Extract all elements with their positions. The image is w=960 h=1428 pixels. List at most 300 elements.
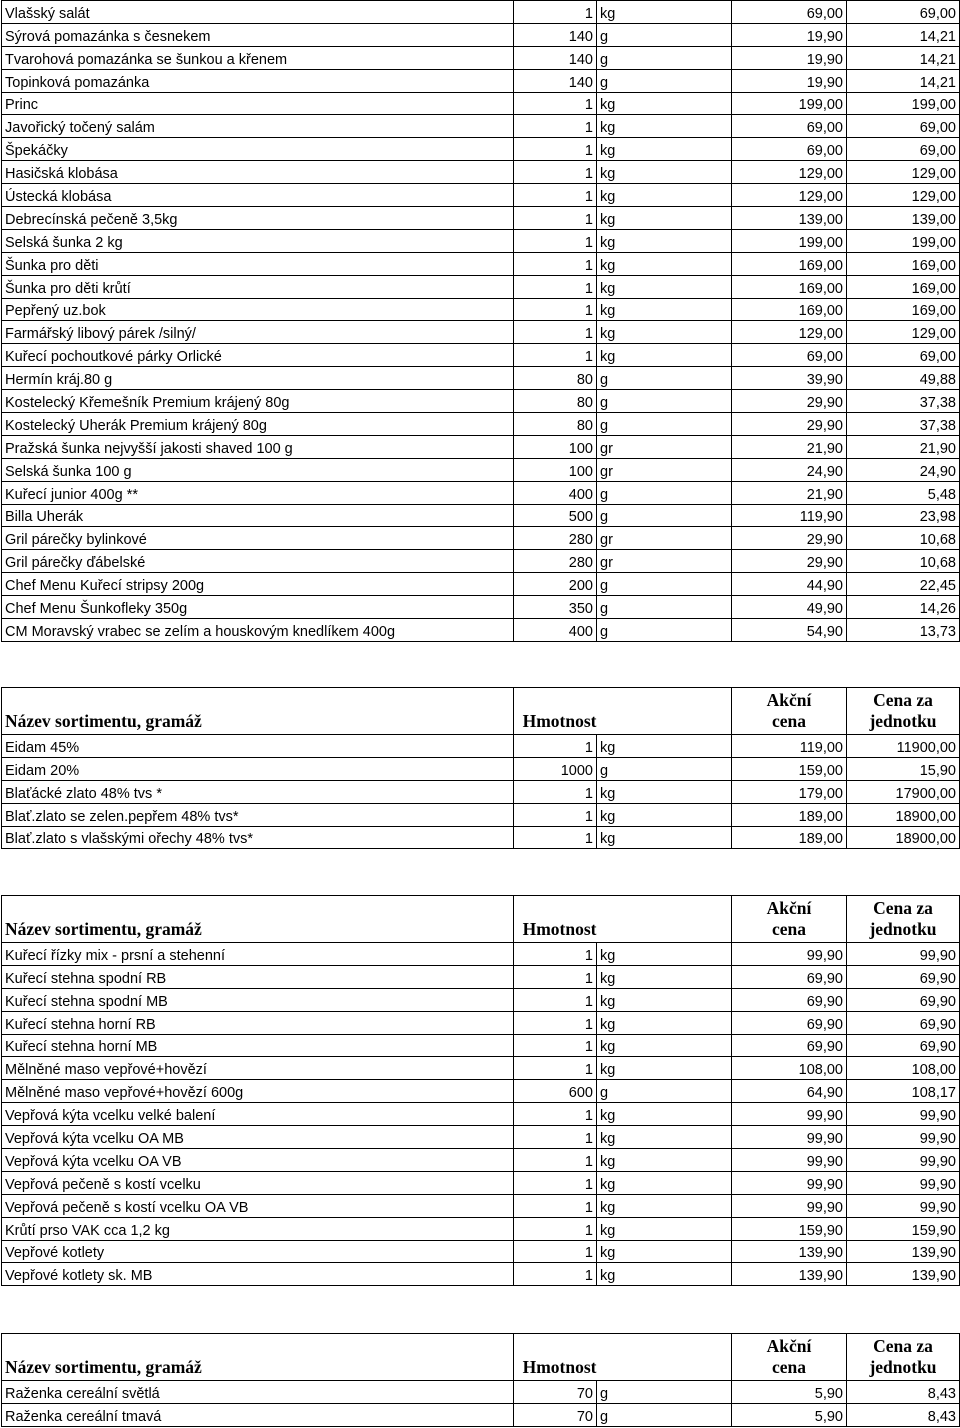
unit-price-cell: 13,73 (847, 619, 960, 642)
unit-price-cell: 14,26 (847, 596, 960, 619)
sale-price-cell: 99,90 (732, 1194, 847, 1217)
quantity-cell: 1 (514, 1057, 597, 1080)
quantity-cell: 80 (514, 367, 597, 390)
table-row (2, 69, 960, 92)
unit-cell: kg (597, 1240, 732, 1263)
product-name-cell: CM Moravský vrabec se zelím a houskovým knedlíkem 400g (2, 619, 514, 642)
unit-price-cell: 49,88 (847, 367, 960, 390)
unit-price-cell: 199,00 (847, 229, 960, 252)
product-name-cell: Vepřová pečeně s kostí vcelku (2, 1171, 514, 1194)
sale-price-cell: 179,00 (732, 780, 847, 803)
sale-price-cell: 108,00 (732, 1057, 847, 1080)
quantity-cell: 80 (514, 390, 597, 413)
unit-cell: kg (597, 1011, 732, 1034)
table-row (2, 619, 960, 642)
unit-price-cell: 199,00 (847, 92, 960, 115)
unit-cell: kg (597, 115, 732, 138)
unit-cell: kg (597, 321, 732, 344)
header-unit-price-line1: Cena za (873, 690, 933, 710)
unit-price-cell: 5,48 (847, 481, 960, 504)
table-row (2, 1381, 960, 1404)
unit-price-cell: 21,90 (847, 435, 960, 458)
sale-price-cell: 5,90 (732, 1381, 847, 1404)
product-name-cell: Vepřové kotlety (2, 1240, 514, 1263)
product-name-cell: Vepřová kýta vcelku velké balení (2, 1103, 514, 1126)
header-unit-price-line2: jednotku (869, 1357, 937, 1377)
header-weight: Hmotnost (514, 1334, 597, 1381)
unit-cell: kg (597, 92, 732, 115)
unit-cell: kg (597, 184, 732, 207)
product-name-cell: Kuřecí junior 400g ** (2, 481, 514, 504)
unit-cell: kg (597, 275, 732, 298)
sale-price-cell: 69,90 (732, 1034, 847, 1057)
header-weight-unit (597, 688, 732, 735)
unit-cell: kg (597, 826, 732, 849)
sale-price-cell: 159,00 (732, 757, 847, 780)
table-row (2, 458, 960, 481)
unit-cell: gr (597, 527, 732, 550)
unit-cell: g (597, 69, 732, 92)
quantity-cell: 1 (514, 1263, 597, 1286)
unit-cell: gr (597, 550, 732, 573)
sale-price-cell: 44,90 (732, 573, 847, 596)
unit-cell: gr (597, 458, 732, 481)
product-name-cell: Ústecká klobása (2, 184, 514, 207)
sale-price-cell: 21,90 (732, 481, 847, 504)
product-name-cell: Šunka pro děti krůtí (2, 275, 514, 298)
product-name-cell: Kuřecí stehna horní MB (2, 1034, 514, 1057)
unit-cell: g (597, 413, 732, 436)
table-body (2, 1381, 960, 1427)
unit-cell: kg (597, 1149, 732, 1172)
unit-cell: g (597, 23, 732, 46)
sale-price-cell: 169,00 (732, 275, 847, 298)
sale-price-cell: 49,90 (732, 596, 847, 619)
product-name-cell: Mělněné maso vepřové+hovězí 600g (2, 1080, 514, 1103)
quantity-cell: 350 (514, 596, 597, 619)
quantity-cell: 1 (514, 1034, 597, 1057)
sale-price-cell: 119,90 (732, 504, 847, 527)
unit-price-cell: 99,90 (847, 1126, 960, 1149)
sale-price-cell: 119,00 (732, 735, 847, 758)
unit-cell: g (597, 367, 732, 390)
product-name-cell: Kuřecí řízky mix - prsní a stehenní (2, 943, 514, 966)
unit-price-cell: 69,90 (847, 965, 960, 988)
sale-price-cell: 69,90 (732, 1011, 847, 1034)
price-table-4 (1, 1333, 960, 1427)
table-row (2, 390, 960, 413)
sale-price-cell: 21,90 (732, 435, 847, 458)
header-price-line1: Akční (766, 898, 812, 918)
unit-cell: g (597, 757, 732, 780)
product-name-cell: Hermín kráj.80 g (2, 367, 514, 390)
table-body (2, 943, 960, 1286)
table-row (2, 413, 960, 436)
table-row (2, 1103, 960, 1126)
header-price (732, 896, 847, 943)
table-row (2, 252, 960, 275)
unit-cell: g (597, 1403, 732, 1426)
product-name-cell: Pražská šunka nejvyšší jakosti shaved 100 g (2, 435, 514, 458)
header-weight: Hmotnost (514, 896, 597, 943)
header-price (732, 1334, 847, 1381)
table-row (2, 596, 960, 619)
quantity-cell: 1 (514, 1194, 597, 1217)
table-body (2, 735, 960, 849)
product-name-cell: Vepřová kýta vcelku OA VB (2, 1149, 514, 1172)
header-weight-unit (597, 1334, 732, 1381)
product-name-cell: Blaťácké zlato 48% tvs * (2, 780, 514, 803)
unit-cell: kg (597, 207, 732, 230)
unit-cell: g (597, 619, 732, 642)
unit-cell: kg (597, 1171, 732, 1194)
table-row (2, 115, 960, 138)
table-row (2, 184, 960, 207)
unit-price-cell: 69,00 (847, 115, 960, 138)
product-name-cell: Kuřecí stehna spodní RB (2, 965, 514, 988)
unit-price-cell: 18900,00 (847, 826, 960, 849)
table-row (2, 965, 960, 988)
sale-price-cell: 29,90 (732, 413, 847, 436)
unit-price-cell: 69,90 (847, 1011, 960, 1034)
product-name-cell: Pepřený uz.bok (2, 298, 514, 321)
product-name-cell: Billa Uherák (2, 504, 514, 527)
unit-price-cell: 139,90 (847, 1240, 960, 1263)
header-price-line1: Akční (766, 690, 812, 710)
product-name-cell: Javořický točený salám (2, 115, 514, 138)
header-name: Název sortimentu, gramáž (2, 688, 514, 735)
product-name-cell: Tvarohová pomazánka se šunkou a křenem (2, 46, 514, 69)
sale-price-cell: 99,90 (732, 1149, 847, 1172)
sale-price-cell: 29,90 (732, 390, 847, 413)
sale-price-cell: 99,90 (732, 1171, 847, 1194)
unit-cell: kg (597, 943, 732, 966)
table-row (2, 138, 960, 161)
unit-price-cell: 108,17 (847, 1080, 960, 1103)
table-header (2, 1334, 960, 1381)
quantity-cell: 400 (514, 481, 597, 504)
quantity-cell: 1 (514, 1217, 597, 1240)
sale-price-cell: 189,00 (732, 803, 847, 826)
unit-price-cell: 129,00 (847, 321, 960, 344)
sale-price-cell: 99,90 (732, 1103, 847, 1126)
table-row (2, 344, 960, 367)
product-name-cell: Raženka cereální světlá (2, 1381, 514, 1404)
unit-cell: kg (597, 780, 732, 803)
sale-price-cell: 19,90 (732, 69, 847, 92)
unit-cell: kg (597, 229, 732, 252)
quantity-cell: 600 (514, 1080, 597, 1103)
sale-price-cell: 129,00 (732, 161, 847, 184)
table-row (2, 367, 960, 390)
product-name-cell: Sýrová pomazánka s česnekem (2, 23, 514, 46)
unit-price-cell: 69,90 (847, 988, 960, 1011)
quantity-cell: 1000 (514, 757, 597, 780)
quantity-cell: 140 (514, 69, 597, 92)
unit-price-cell: 22,45 (847, 573, 960, 596)
header-unit-price-line2: jednotku (869, 711, 937, 731)
unit-price-cell: 129,00 (847, 184, 960, 207)
header-unit-price (847, 896, 960, 943)
table-row (2, 504, 960, 527)
unit-cell: kg (597, 1103, 732, 1126)
unit-price-cell: 169,00 (847, 252, 960, 275)
sale-price-cell: 99,90 (732, 943, 847, 966)
sale-price-cell: 39,90 (732, 367, 847, 390)
unit-cell: g (597, 1080, 732, 1103)
unit-cell: g (597, 504, 732, 527)
quantity-cell: 1 (514, 965, 597, 988)
table-row (2, 1403, 960, 1426)
sale-price-cell: 64,90 (732, 1080, 847, 1103)
sale-price-cell: 29,90 (732, 527, 847, 550)
unit-price-cell: 99,90 (847, 1171, 960, 1194)
quantity-cell: 280 (514, 550, 597, 573)
unit-price-cell: 69,00 (847, 1, 960, 24)
sale-price-cell: 159,90 (732, 1217, 847, 1240)
product-name-cell: Kostelecký Uherák Premium krájený 80g (2, 413, 514, 436)
sale-price-cell: 139,90 (732, 1240, 847, 1263)
product-name-cell: Špekáčky (2, 138, 514, 161)
unit-cell: kg (597, 1194, 732, 1217)
sale-price-cell: 54,90 (732, 619, 847, 642)
unit-cell: kg (597, 1034, 732, 1057)
header-price (732, 688, 847, 735)
sale-price-cell: 69,00 (732, 115, 847, 138)
unit-price-cell: 169,00 (847, 298, 960, 321)
table-row (2, 435, 960, 458)
unit-price-cell: 14,21 (847, 46, 960, 69)
quantity-cell: 1 (514, 298, 597, 321)
product-name-cell: Kuřecí stehna spodní MB (2, 988, 514, 1011)
unit-cell: kg (597, 1, 732, 24)
table-row (2, 1149, 960, 1172)
unit-price-cell: 14,21 (847, 23, 960, 46)
header-weight-unit (597, 896, 732, 943)
unit-cell: kg (597, 735, 732, 758)
unit-price-cell: 129,00 (847, 161, 960, 184)
header-price-line1: Akční (766, 1336, 812, 1356)
sale-price-cell: 19,90 (732, 23, 847, 46)
product-name-cell: Gril párečky ďábelské (2, 550, 514, 573)
product-name-cell: Selská šunka 2 kg (2, 229, 514, 252)
unit-price-cell: 24,90 (847, 458, 960, 481)
sale-price-cell: 169,00 (732, 252, 847, 275)
unit-cell: gr (597, 435, 732, 458)
table-row (2, 1194, 960, 1217)
sale-price-cell: 169,00 (732, 298, 847, 321)
unit-price-cell: 10,68 (847, 527, 960, 550)
unit-cell: kg (597, 252, 732, 275)
product-name-cell: Debrecínská pečeně 3,5kg (2, 207, 514, 230)
table-row (2, 780, 960, 803)
quantity-cell: 1 (514, 780, 597, 803)
header-price-line2: cena (771, 1357, 807, 1377)
header-unit-price (847, 688, 960, 735)
sale-price-cell: 69,90 (732, 988, 847, 1011)
table-row (2, 229, 960, 252)
unit-cell: g (597, 596, 732, 619)
unit-price-cell: 169,00 (847, 275, 960, 298)
quantity-cell: 1 (514, 826, 597, 849)
table-row (2, 1011, 960, 1034)
sale-price-cell: 24,90 (732, 458, 847, 481)
table-row (2, 1034, 960, 1057)
table-row (2, 988, 960, 1011)
header-unit-price-line2: jednotku (869, 919, 937, 939)
product-name-cell: Selská šunka 100 g (2, 458, 514, 481)
price-table-2 (1, 687, 960, 849)
product-name-cell: Princ (2, 92, 514, 115)
unit-cell: kg (597, 803, 732, 826)
product-name-cell: Chef Menu Kuřecí stripsy 200g (2, 573, 514, 596)
table-row (2, 527, 960, 550)
unit-cell: kg (597, 1126, 732, 1149)
price-table-1 (1, 0, 960, 642)
quantity-cell: 1 (514, 92, 597, 115)
quantity-cell: 1 (514, 115, 597, 138)
table-row (2, 757, 960, 780)
unit-cell: kg (597, 988, 732, 1011)
product-name-cell: Krůtí prso VAK cca 1,2 kg (2, 1217, 514, 1240)
table-row (2, 1217, 960, 1240)
product-name-cell: Kuřecí pochoutkové párky Orlické (2, 344, 514, 367)
unit-price-cell: 37,38 (847, 390, 960, 413)
quantity-cell: 1 (514, 1103, 597, 1126)
sale-price-cell: 199,00 (732, 229, 847, 252)
unit-cell: kg (597, 1263, 732, 1286)
quantity-cell: 500 (514, 504, 597, 527)
quantity-cell: 1 (514, 735, 597, 758)
quantity-cell: 1 (514, 207, 597, 230)
quantity-cell: 1 (514, 1171, 597, 1194)
quantity-cell: 1 (514, 1240, 597, 1263)
product-name-cell: Chef Menu Šunkofleky 350g (2, 596, 514, 619)
sale-price-cell: 99,90 (732, 1126, 847, 1149)
product-name-cell: Farmářský libový párek /silný/ (2, 321, 514, 344)
table-row (2, 298, 960, 321)
quantity-cell: 1 (514, 321, 597, 344)
quantity-cell: 1 (514, 988, 597, 1011)
quantity-cell: 70 (514, 1403, 597, 1426)
quantity-cell: 1 (514, 138, 597, 161)
table-row (2, 321, 960, 344)
unit-price-cell: 99,90 (847, 1194, 960, 1217)
table-row (2, 92, 960, 115)
unit-price-cell: 18900,00 (847, 803, 960, 826)
unit-price-cell: 11900,00 (847, 735, 960, 758)
table-header (2, 896, 960, 943)
unit-price-cell: 159,90 (847, 1217, 960, 1240)
sale-price-cell: 199,00 (732, 92, 847, 115)
sale-price-cell: 189,00 (732, 826, 847, 849)
product-name-cell: Gril párečky bylinkové (2, 527, 514, 550)
quantity-cell: 1 (514, 344, 597, 367)
header-price-line2: cena (771, 919, 807, 939)
product-name-cell: Vepřové kotlety sk. MB (2, 1263, 514, 1286)
quantity-cell: 140 (514, 46, 597, 69)
table-row (2, 481, 960, 504)
product-name-cell: Šunka pro děti (2, 252, 514, 275)
quantity-cell: 100 (514, 435, 597, 458)
unit-price-cell: 8,43 (847, 1381, 960, 1404)
unit-cell: kg (597, 161, 732, 184)
table-row (2, 161, 960, 184)
table-header (2, 688, 960, 735)
header-name: Název sortimentu, gramáž (2, 1334, 514, 1381)
unit-cell: kg (597, 344, 732, 367)
table-row (2, 1171, 960, 1194)
sale-price-cell: 139,90 (732, 1263, 847, 1286)
sale-price-cell: 69,00 (732, 1, 847, 24)
product-name-cell: Mělněné maso vepřové+hovězí (2, 1057, 514, 1080)
sale-price-cell: 29,90 (732, 550, 847, 573)
product-name-cell: Blať.zlato s vlašskými ořechy 48% tvs* (2, 826, 514, 849)
table-row (2, 46, 960, 69)
header-name: Název sortimentu, gramáž (2, 896, 514, 943)
unit-price-cell: 99,90 (847, 1103, 960, 1126)
header-unit-price-line1: Cena za (873, 898, 933, 918)
table-row (2, 803, 960, 826)
unit-price-cell: 15,90 (847, 757, 960, 780)
unit-price-cell: 14,21 (847, 69, 960, 92)
quantity-cell: 1 (514, 161, 597, 184)
unit-price-cell: 139,90 (847, 1263, 960, 1286)
quantity-cell: 200 (514, 573, 597, 596)
sale-price-cell: 69,90 (732, 965, 847, 988)
unit-cell: g (597, 573, 732, 596)
product-name-cell: Raženka cereální tmavá (2, 1403, 514, 1426)
product-name-cell: Topinková pomazánka (2, 69, 514, 92)
unit-price-cell: 37,38 (847, 413, 960, 436)
quantity-cell: 1 (514, 803, 597, 826)
quantity-cell: 1 (514, 252, 597, 275)
table-row (2, 943, 960, 966)
product-name-cell: Kuřecí stehna horní RB (2, 1011, 514, 1034)
table-row (2, 1, 960, 24)
quantity-cell: 80 (514, 413, 597, 436)
unit-price-cell: 108,00 (847, 1057, 960, 1080)
product-name-cell: Vlašský salát (2, 1, 514, 24)
unit-cell: kg (597, 298, 732, 321)
table-row (2, 573, 960, 596)
unit-price-cell: 17900,00 (847, 780, 960, 803)
quantity-cell: 1 (514, 275, 597, 298)
unit-price-cell: 10,68 (847, 550, 960, 573)
header-price-line2: cena (771, 711, 807, 731)
product-name-cell: Vepřová kýta vcelku OA MB (2, 1126, 514, 1149)
quantity-cell: 70 (514, 1381, 597, 1404)
price-table-3 (1, 895, 960, 1286)
table-row (2, 207, 960, 230)
table-row (2, 1126, 960, 1149)
unit-price-cell: 69,00 (847, 344, 960, 367)
unit-price-cell: 23,98 (847, 504, 960, 527)
unit-cell: g (597, 481, 732, 504)
header-unit-price (847, 1334, 960, 1381)
product-name-cell: Kostelecký Křemešník Premium krájený 80g (2, 390, 514, 413)
sale-price-cell: 19,90 (732, 46, 847, 69)
unit-price-cell: 8,43 (847, 1403, 960, 1426)
quantity-cell: 400 (514, 619, 597, 642)
quantity-cell: 140 (514, 23, 597, 46)
quantity-cell: 100 (514, 458, 597, 481)
quantity-cell: 1 (514, 184, 597, 207)
unit-price-cell: 69,00 (847, 138, 960, 161)
table-row (2, 1057, 960, 1080)
sale-price-cell: 129,00 (732, 184, 847, 207)
table-row (2, 1080, 960, 1103)
